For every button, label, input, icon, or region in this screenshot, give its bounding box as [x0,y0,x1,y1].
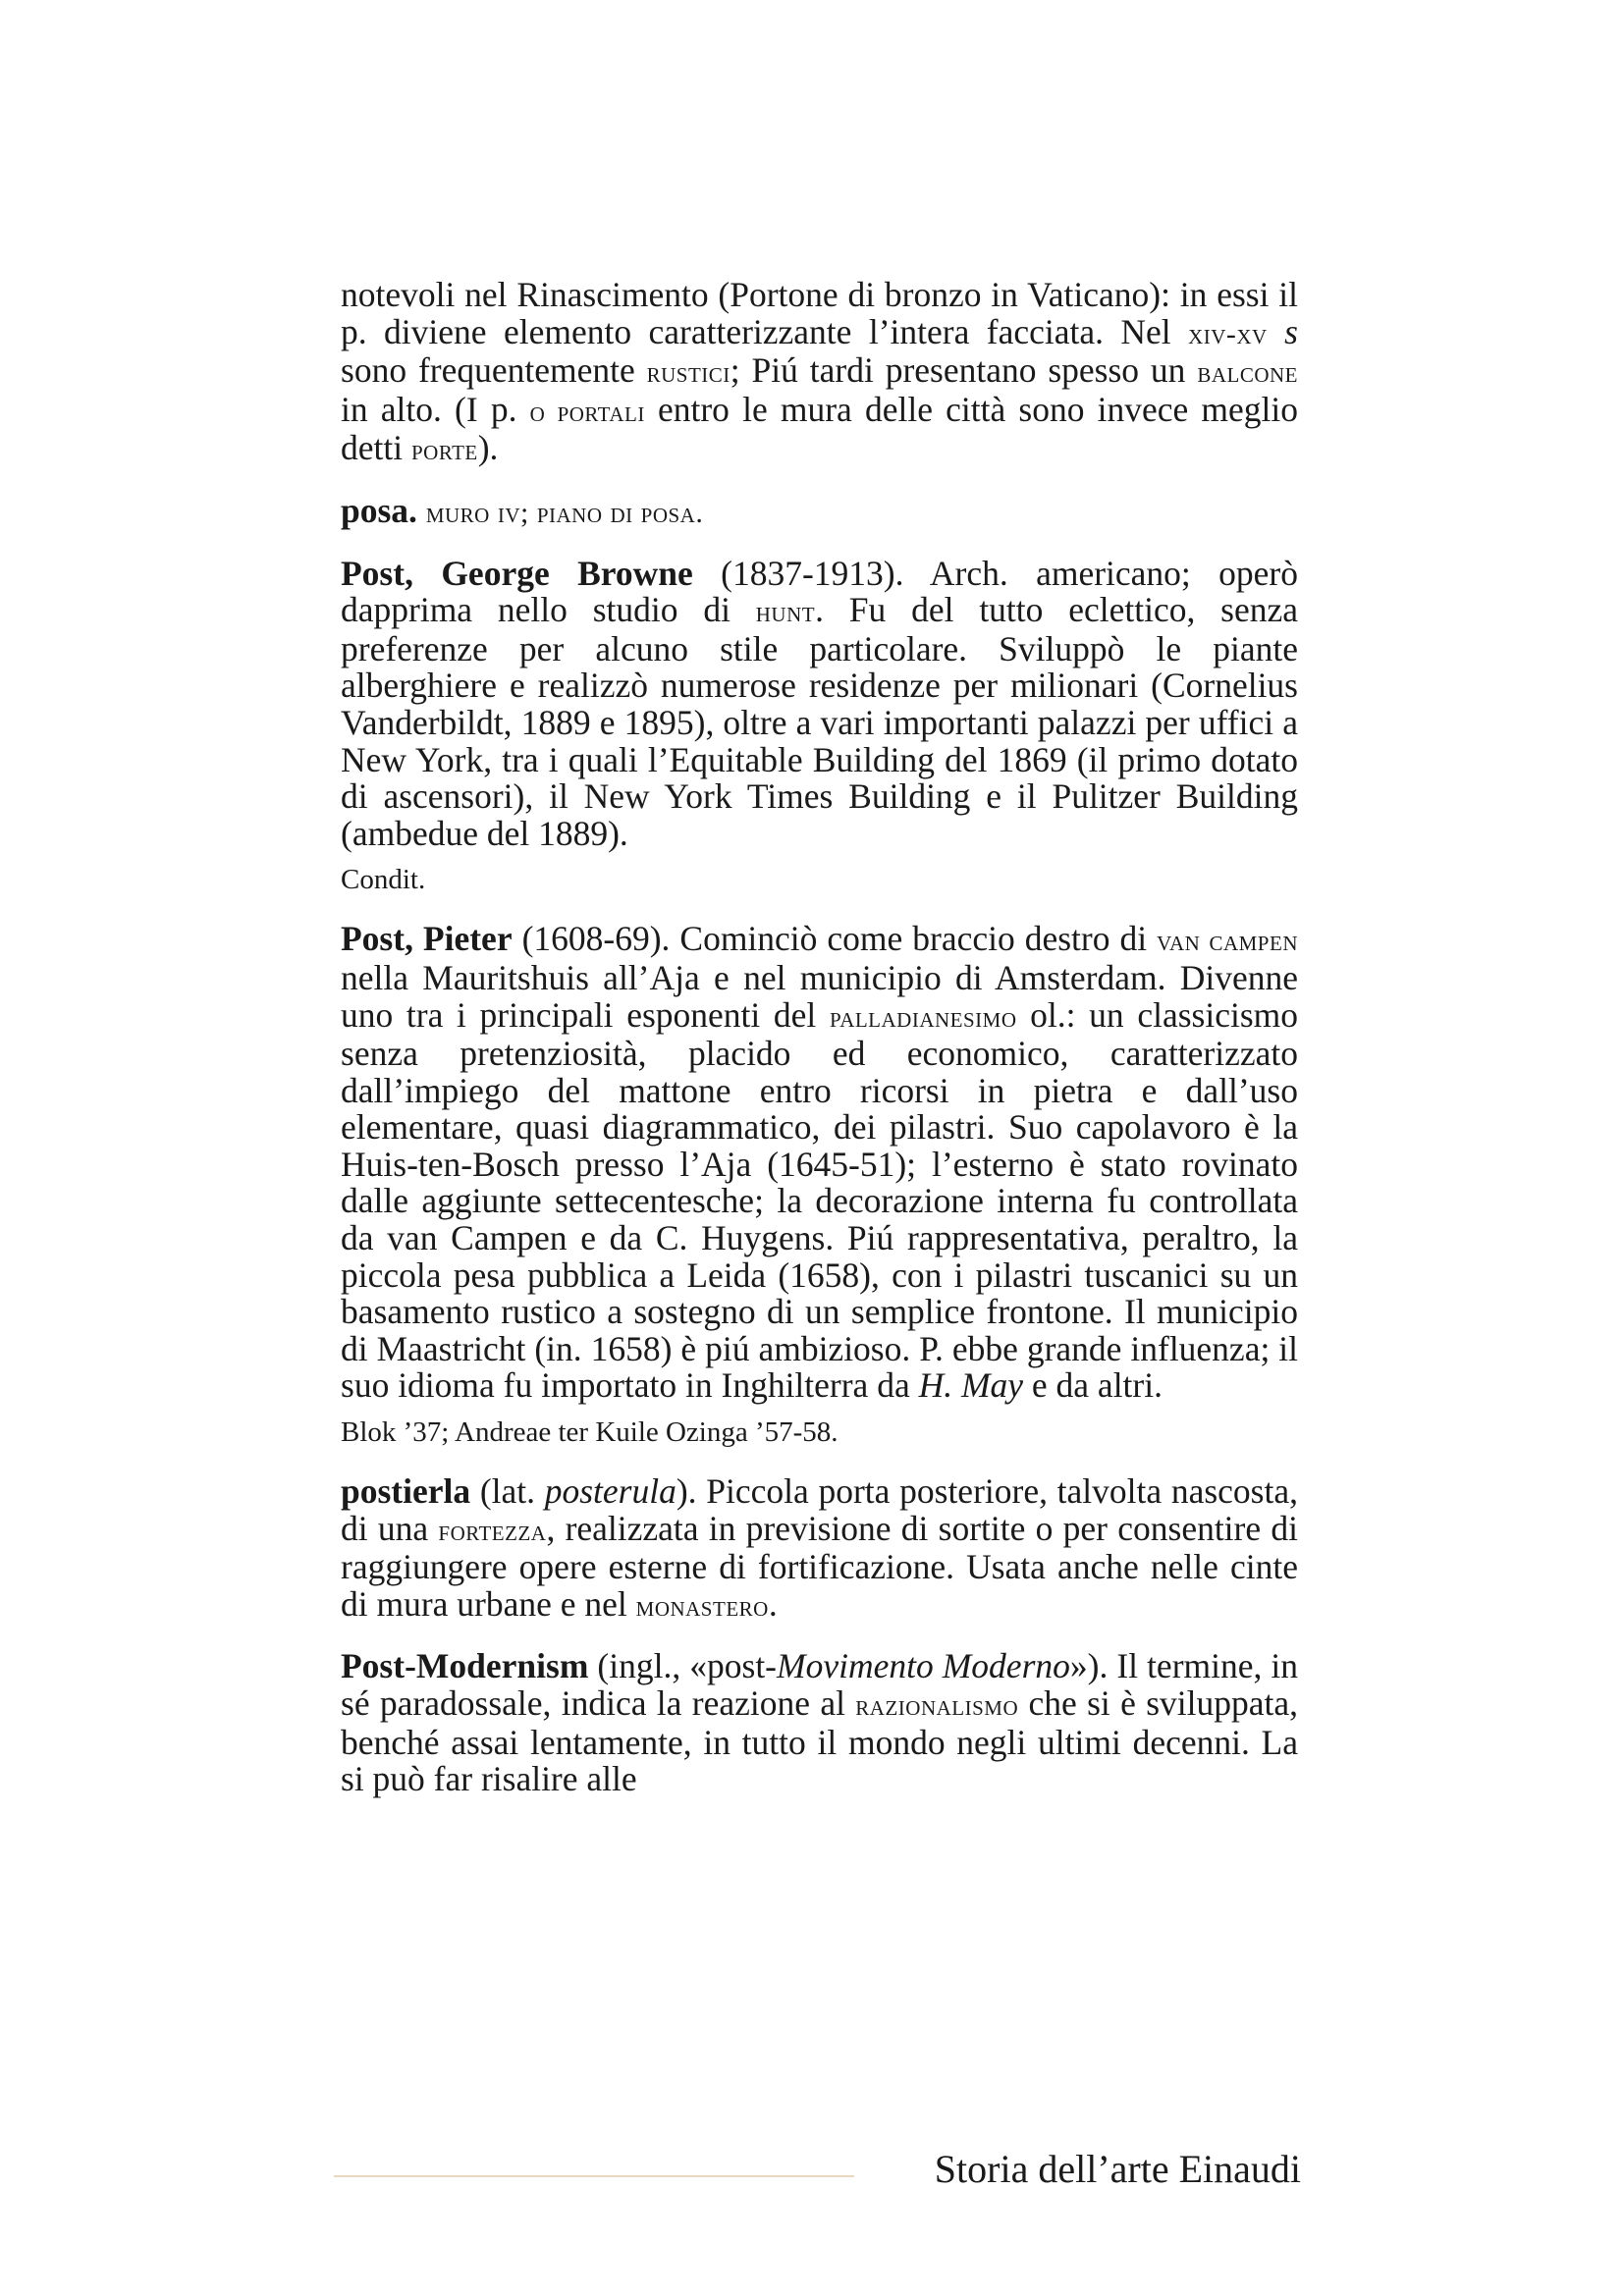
entry-postierla [341,1473,1298,1625]
italic-text: H. May [918,1365,1024,1406]
cross-reference: balcone [1197,356,1298,390]
cross-reference: monastero [635,1589,769,1623]
text-run: entro le mura delle città sono invece meglio detti [341,389,1299,468]
text-run [1268,312,1284,351]
cross-reference: o portali [529,395,645,428]
text-run: in alto. (I p. [341,389,530,429]
cross-reference: muro iv; piano di posa. [425,496,704,529]
text-run: e da altri. [1023,1365,1163,1406]
cross-reference: fortezza [438,1514,547,1547]
text-run: che si è sviluppata, benché assai lentamente, in tutto il mondo negli ultimi decenni. La si può far risalire alle [341,1683,1298,1799]
text-run: ; Piú tardi presentano spesso un [730,350,1198,391]
text-run: »). Il termine, in sé paradossale, indica la reazione al [341,1646,1299,1723]
small-caps-text: xiv-xv [1188,317,1268,350]
entry-posa [341,490,1298,532]
paragraph-continuation [341,277,1298,469]
page-footer [334,2146,1301,2195]
entry-headword: Post-Modernism [341,1646,589,1686]
text-run: (1837-1913). Arch. americano; operò dapprima nello studio di [341,553,1298,630]
text-run: ol.: un classicismo senza pretenziosità, placido ed economico, caratterizzato dall’impiego del mattone entro ricorsi in pietra e dall’uso elementare, quasi diagrammatico, dei pilastri. Suo capolavoro è la Huis-ten-Bosch presso l’Aja (1645-51); l’esterno è stato rovinato dalle aggiunte settecentesche; la decorazione interna fu controllata da van Campen e da C. Huygens. Piú rappresentativa, peraltro, la piccola pesa pubblica a Leida (1658), con i pilastri tuscanici su un basamento rustico a sostegno di un semplice frontone. Il municipio di Maastricht (in. 1658) è piú ambizioso. P. ebbe grande influenza; il suo idioma fu importato in Inghilterra da [341,994,1298,1406]
cross-reference: hunt [755,596,816,629]
text-column [341,277,1298,1798]
text-run [417,491,426,530]
cross-reference: palladianesimo [829,1000,1017,1034]
text-run: (ingl., «post- [588,1646,778,1686]
text-run: nella Mauritshuis all’Aja e nel municipio di Amsterdam. Divenne uno tra i principali esponenti del [341,957,1298,1035]
italic-text: s [1284,311,1298,351]
entry-headword: posa. [341,490,417,530]
entry-headword: postierla [341,1471,471,1512]
bibliography-reference: Blok ’37; Andreae ter Kuile Ozinga ’57-58. [341,1416,839,1449]
cross-reference: rustici [646,356,730,390]
text-run: notevoli nel Rinascimento (Portone di bronzo in Vaticano): in essi il p. diviene elemento caratterizzante l’intera facciata. Nel [341,275,1298,351]
text-run: sono frequentemente [341,350,647,391]
entry-headword: Post, George Browne [341,553,693,593]
text-run: ). [477,428,499,468]
text-run: (lat. [470,1471,545,1512]
entry-post-george-browne [341,553,1298,853]
footer-publication-title: Storia dell’arte Einaudi [934,2147,1301,2191]
entry-post-modernism [341,1648,1298,1797]
text-run: ). Piccola porta posteriore, talvolta nascosta, di una [341,1471,1298,1548]
text-run: (1608-69). Cominciò come braccio destro di [512,919,1158,959]
cross-reference: van campen [1157,925,1298,958]
cross-reference: porte [410,434,478,467]
entry-headword: Post, Pieter [341,919,513,959]
footer-rule [334,2175,854,2177]
text-run: . [768,1583,778,1624]
bibliography-reference: Condit. [341,864,426,896]
text-run: , realizzata in previsione di sortite o per consentire di raggiungere opere esterne di fortificazione. Usata anche nelle cinte di mura urbane e nel [341,1508,1298,1624]
entry-post-pieter [341,921,1298,1405]
italic-text: posterula [544,1471,676,1512]
cross-reference: razionalismo [855,1689,1019,1722]
text-run: . Fu del tutto eclettico, senza preferenze per alcuno stile particolare. Sviluppò le piante alberghiere e realizzò numerose residenze per milionari (Cornelius Vanderbildt, 1889 e 1895), oltre a vari importanti palazzi per uffici a New York, tra i quali l’Equitable Building del 1869 (il primo dotato di ascensori), il New York Times Building e il Pulitzer Building (ambedue del 1889). [341,590,1298,853]
italic-text: Movimento Moderno [777,1646,1070,1686]
